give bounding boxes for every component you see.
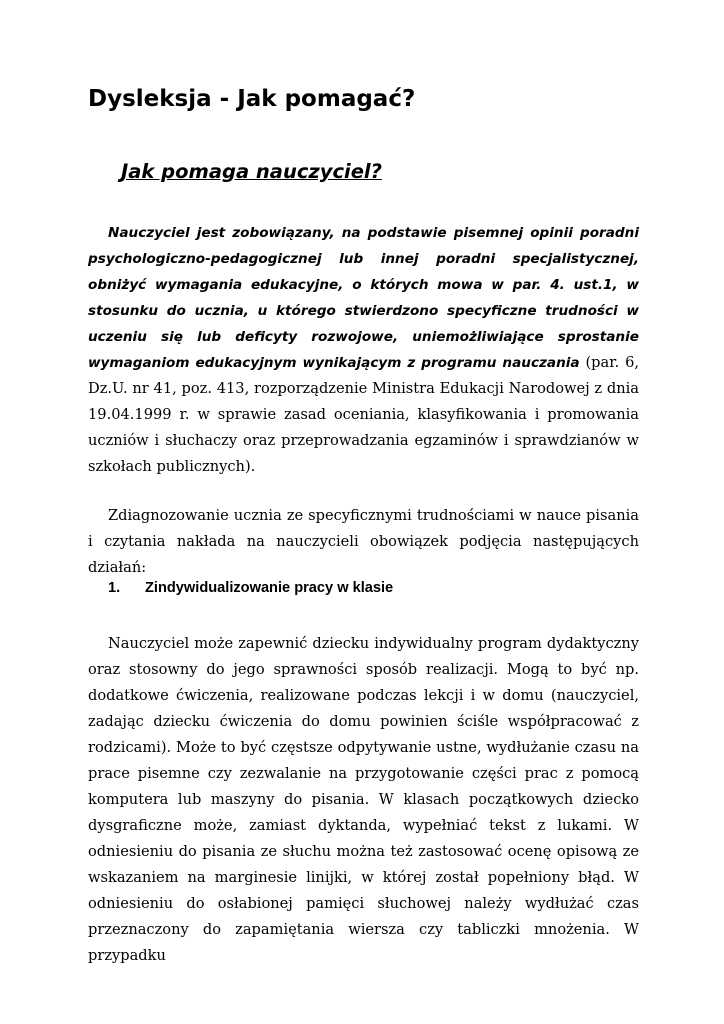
section-subtitle: Jak pomaga nauczyciel? (121, 160, 382, 183)
document-title: Dysleksja - Jak pomagać? (88, 86, 416, 112)
paragraph-obligation-emphasis: Nauczyciel jest zobowiązany, na podstawie pisemnej opinii poradni psychologiczno-pedagogicznej lub innej poradni specjalistycznej, obniżyć wymagania edukacyjne, o których mowa w par. 4. ust.1, w stosunku do ucznia, u którego stwierdzono specyficzne trudności w uczeniu się lub deficyty rozwojowe, uniemożliwiające sprostanie wymaganiom edukacyjnym wynikającym z programu nauczania (88, 225, 639, 371)
section-title: Zindywidualizowanie pracy w klasie (145, 580, 394, 596)
paragraph-obligation-citation: (par. 6, Dz.U. nr 41, poz. 413, rozporządzenie Ministra Edukacji Narodowej z dnia 19.04.1999 r. w sprawie zasad oceniania, klasyfikowania i promowania uczniów i słuchaczy oraz przeprowadzania egzaminów i sprawdzianów w szkołach publicznych). (88, 354, 640, 475)
paragraph-individualization: Nauczyciel może zapewnić dziecku indywidualny program dydaktyczny oraz stosowny do jego sprawności sposób realizacji. Mogą to być np. dodatkowe ćwiczenia, realizowane podczas lekcji i w domu (nauczyciel, zadając dziecku ćwiczenia do domu powinien ściśle współpracować z rodzicami). Może to być częstsze odpytywanie ustne, wydłużanie czasu na prace pisemne czy zezwalanie na przygotowanie części prac z pomocą komputera lub maszyny do pisania. W klasach początkowych dziecko dysgraficzne może, zamiast dyktanda, wypełniać tekst z lukami. W odniesieniu do pisania ze słuchu można też zastosować ocenę opisową ze wskazaniem na marginesie linijki, w której został popełniony błąd. W odniesieniu do osłabionej pamięci słuchowej należy wydłużać czas przeznaczony do zapamiętania wiersza czy tabliczki mnożenia. W przypadku (88, 635, 639, 964)
paragraph-diagnosis: Zdiagnozowanie ucznia ze specyficznymi trudnościami w nauce pisania i czytania nakłada na nauczycieli obowiązek podjęcia następujących działań: (88, 507, 639, 576)
paragraph-obligation (88, 220, 639, 480)
section-heading-1 (108, 580, 393, 596)
section-number: 1. (108, 580, 121, 596)
